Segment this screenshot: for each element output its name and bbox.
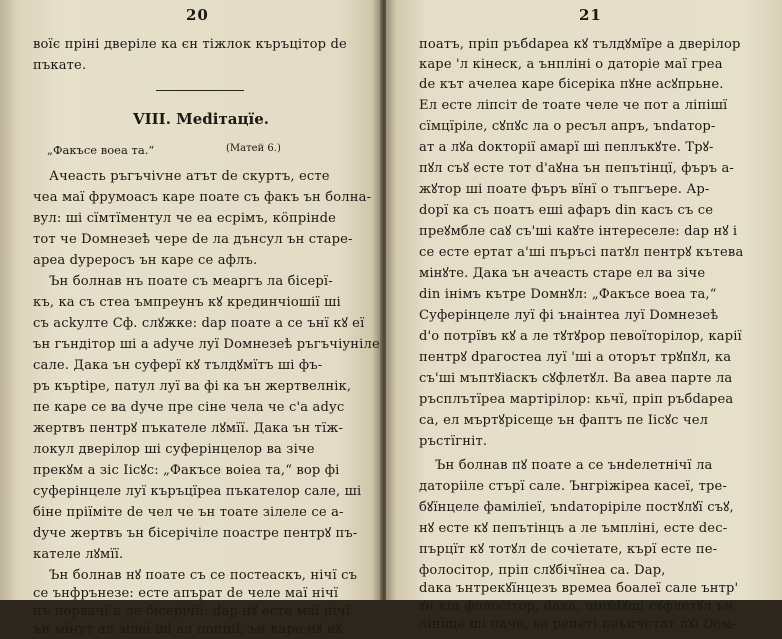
text-line: жꙋтор ші поате фъръ вїнї о тъпгъере. Ар- xyxy=(419,182,710,197)
text-line: Суферінцеле луї фі ънаінтеа луї Dомнезеѣ xyxy=(419,308,719,323)
text-line: преꙋмбле саꙋ съ'ші каꙋте інтереселе: dар нꙋ і xyxy=(419,224,738,239)
text-line: локул дверілор ші суферінцелор ва зіче xyxy=(33,442,315,457)
text-line: пърцїт кꙋ тотꙋл de сочіетате, кърї есте пе- xyxy=(419,542,718,557)
section-divider xyxy=(156,90,244,91)
text-line: бꙋїнцеле фаміліеї, ъndаторіріле постꙋлꙋї съꙋ, xyxy=(419,500,734,515)
text-line: кателе лꙋмїї. xyxy=(33,547,124,562)
text-line: съ'ші мъптꙋіаскъ сꙋфлетꙋл. Ва авеа парте ла xyxy=(419,371,733,386)
section-title: VIII. Medітацїе. xyxy=(133,110,270,128)
text-line: пъкате. xyxy=(33,58,87,73)
text-line: прекꙋм а зіс Іісꙋс: „Факъсе воіеа та,“ вор фі xyxy=(33,463,340,478)
text-line: dорї ка съ поатъ еші афаръ din касъ съ се xyxy=(419,203,714,218)
text-line: Ън болнав пꙋ поате а се ънdелетнічї ла xyxy=(435,458,713,473)
text-line: ръстїгніт. xyxy=(419,434,488,449)
text-line: нꙋ есте кꙋ пепътінцъ а ле ъмпліні, есте dес- xyxy=(419,521,728,536)
text-line: ън гъндітор ші а аdуче луї Dомнезеѣ ръгъчіуніле xyxy=(33,337,380,352)
text-line: чеа маї фрумоасъ каре поате съ факъ ън болна- xyxy=(33,190,372,205)
text-line: Ел есте ліпсіт de тоате челе че пот а ліпішї xyxy=(419,98,728,113)
text-line: пъ порвачї а ле бісерічїї: dар нꙋ есте маї нічї xyxy=(33,604,351,619)
text-line: din інімъ кътре Dомнꙋл: „Факъсе воеа та,“ xyxy=(419,287,717,302)
text-line: тот че Dомнезеѣ чере de ла дънсул ън старе- xyxy=(33,232,353,247)
text-line: пе каре се ва dуче пре сіне чела че с'а adус xyxy=(33,400,345,415)
text-line: d'о потрївъ кꙋ а ле тꙋтꙋрор певоїторілор, карії xyxy=(419,329,742,344)
text-line: ън мїнут ал зїлеї ші ал попціï, ън каре нꙋ нꙋ xyxy=(33,622,342,637)
text-line: са, ел мъртꙋрісеще ън фаптъ пе Іісꙋс чел xyxy=(419,413,709,428)
text-line: съ асkулте Сф. слꙋжке: dар поате а се ънї кꙋ еї xyxy=(33,316,365,331)
epigraph-reference: (Матей 6.) xyxy=(226,143,281,154)
text-line: вул: ші сїмтїментул че еа есрімъ, кöпрінde xyxy=(33,211,337,226)
text-line: Ачеасть ръгъчіѵне атът de скуртъ, есте xyxy=(49,169,330,184)
text-line: ръсплътїреа мартірілор: кьчї, пріп ръбdареа xyxy=(419,392,734,407)
left-page xyxy=(0,0,382,637)
right-page xyxy=(386,0,782,632)
text-line: мінꙋте. Дака ън ачеасть старе ел ва зіче xyxy=(419,266,706,281)
text-line: суферінцеле луї къръцїреа пъкателор сале, ші xyxy=(33,484,362,499)
text-line: de кът ачелеа каре бісеріка пꙋне асꙋпрьне. xyxy=(419,77,724,92)
text-line: Ън болнав нъ поате съ меаргъ ла бісерї- xyxy=(49,274,333,289)
text-line: сїмцїріле, сꙋпꙋс ла о ресъл апръ, ъndатор- xyxy=(419,119,716,134)
text-line: се есте ертат а'ші пъръсі патꙋл пентрꙋ кътева xyxy=(419,245,744,260)
text-line: Ън болнав нꙋ поате съ се постеаскъ, нічї съ xyxy=(49,568,358,583)
text-line: ат а лꙋа dокторії амарї ші пеплъкꙋте. Трꙋ- xyxy=(419,140,714,155)
page-number-right: 21 xyxy=(579,6,602,24)
page-number-left: 20 xyxy=(186,6,209,24)
text-line: даторііле стърї сале. Ънгріжіреа касеї, тре- xyxy=(419,479,728,494)
text-line: се ънфрънезе: есте апърат de челе маї нічї xyxy=(33,586,339,601)
text-line: dака ънтрекꙋїнцезъ времеа боалеї сале ънтр' xyxy=(419,581,739,596)
text-line: сале. Дака ън суферї кꙋ тълдꙋмїтъ ші фъ- xyxy=(33,358,323,373)
text-line: пентрꙋ dрагостеа луї 'ші а оторът трꙋпꙋл, ка xyxy=(419,350,732,365)
text-line: жертвъ пентрꙋ пъкателе лꙋмїї. Дака ън тїж- xyxy=(33,421,344,436)
text-line: къ, ка съ стеа ъмпреунъ кꙋ крединчіошії ші xyxy=(33,295,341,310)
text-line: біне пріїміте de чел че ън тоате зілеле се а- xyxy=(33,505,344,520)
text-line: фолосітор, пріп слꙋбічїнеа са. Dар, xyxy=(419,563,666,578)
text-line: воїє пріні дверіле ка єн тіжлок къръцітор de xyxy=(33,37,347,52)
text-line: пꙋл съꙋ есте тот d'аꙋна ън пепътінцї, фъръ а- xyxy=(419,161,734,176)
text-line: лінїще ші пачe, ва репеті пеъпчетат лꙋї Dом- xyxy=(419,617,737,632)
epigraph: „Факъсе воеа та.“ xyxy=(47,143,155,157)
text-line: каре 'л кінеск, а ънпліні о даторіе маї греа xyxy=(419,57,723,72)
text-line: поатъ, пріп ръбdареа кꙋ тълдꙋмїре а дверілор xyxy=(419,37,741,52)
text-line: ареа dуреросъ ън каре се афлъ. xyxy=(33,253,258,268)
text-line: ръ кърtіре, патул луї ва фі ка ън жертвелнік, xyxy=(33,379,352,394)
text-line: dуче жертвъ ън бісерічіле поастре пентрꙋ пъ- xyxy=(33,526,358,541)
text-line: ꙋн кіп фолосітор, dака, ціпꙋdꙋші сꙋфлетꙋл ън xyxy=(419,599,734,614)
